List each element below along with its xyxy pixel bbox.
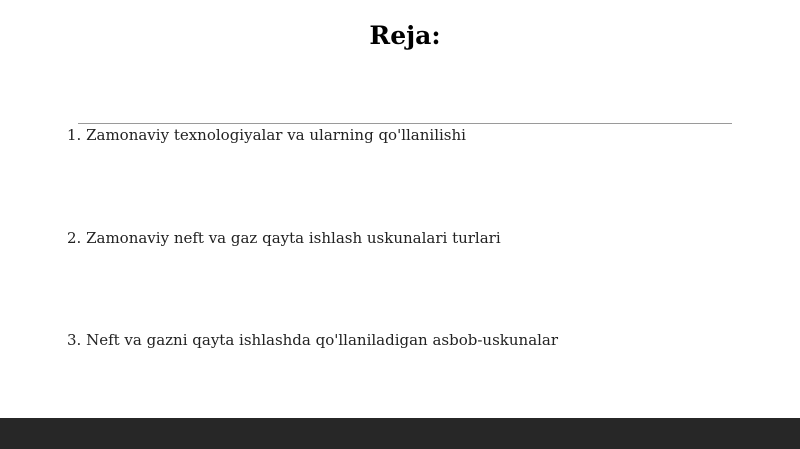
plan-item-3: 3. Neft va gazni qayta ishlashda qo'llaniladigan asbob-uskunalar xyxy=(67,331,559,349)
viewer-footer-bar xyxy=(0,418,800,449)
slide-title: Reja: xyxy=(369,21,441,50)
plan-item-1: 1. Zamonaviy texnologiyalar va ularning qo'llanilishi xyxy=(67,126,466,144)
plan-item-2: 2. Zamonaviy neft va gaz qayta ishlash uskunalari turlari xyxy=(67,229,501,247)
title-divider xyxy=(78,123,732,124)
